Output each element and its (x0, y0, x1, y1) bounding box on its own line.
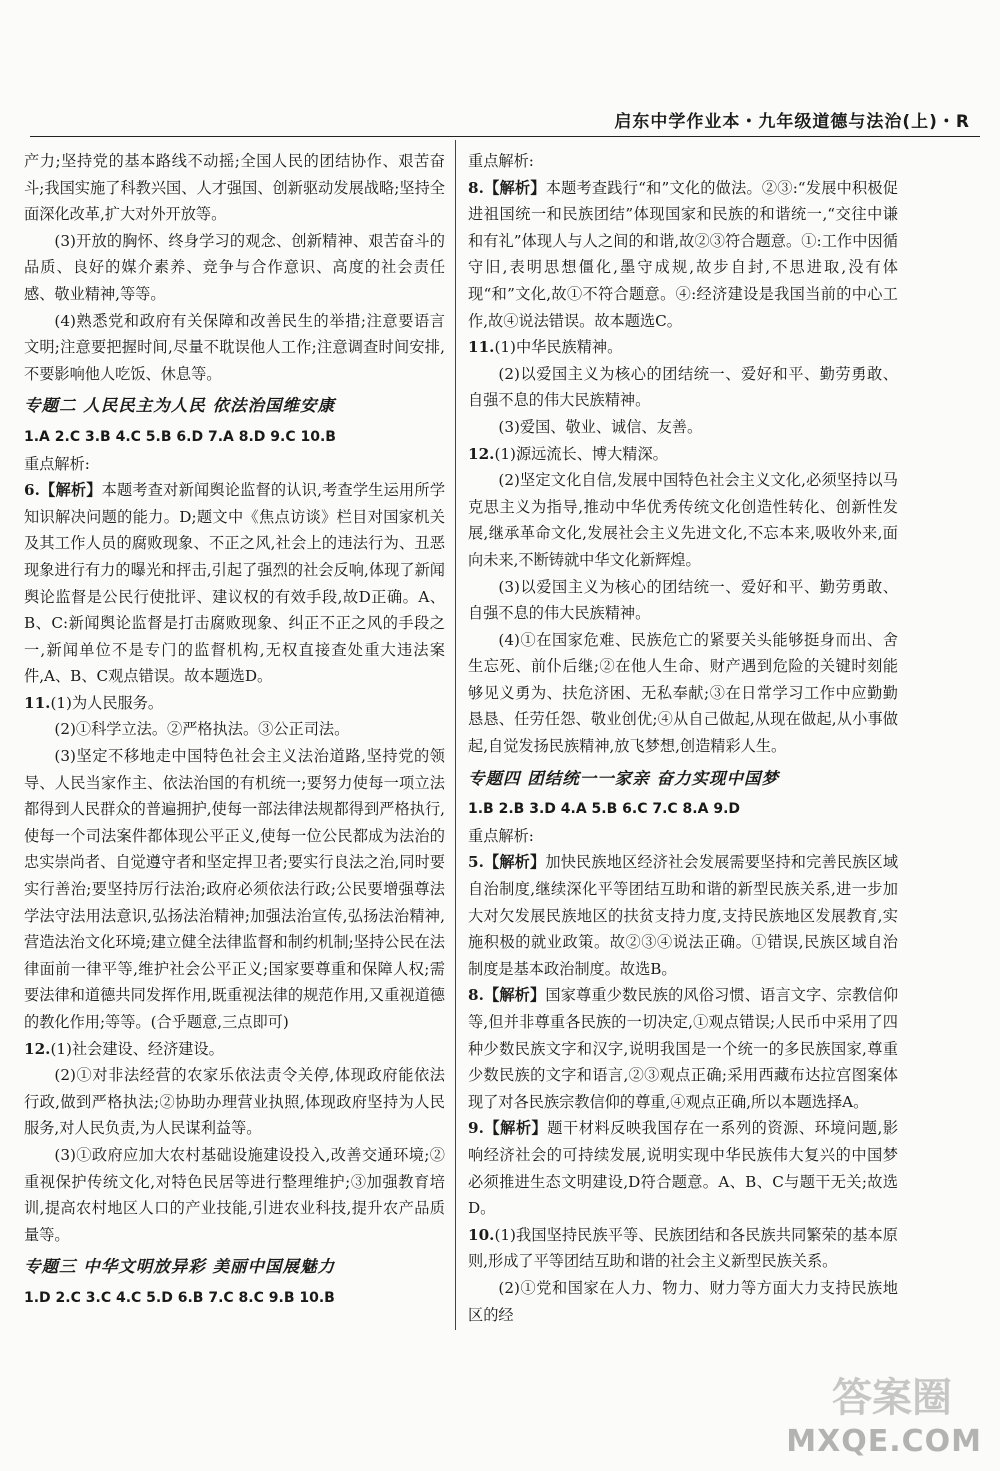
analysis-tag: 【解析】 (39, 481, 102, 500)
answer-text: (3)爱国、敬业、诚信、友善。 (498, 417, 703, 436)
answer-text: (4)①在国家危难、民族危亡的紧要关头能够挺身而出、舍生忘死、前仆后继;②在他人生命、财产遇到危险的关键时刻能够见义勇为、扶危济困、无私奉献;③在日常学习工作中应勤勤恳恳、任劳任怨、敬业创优;④从自己做起,从现在做起,从小事做起,自觉发扬民族精神,放飞梦想,创造精彩人生。 (468, 630, 898, 756)
analysis-text: 加快民族地区经济社会发展需要坚持和完善民族区域自治制度,继续深化平等团结互助和谐的新型民族关系,进一步加大对欠发展民族地区的扶贫支持力度,支持民族地区发展教育,实施积极的就业政策。故②③④说法正确。①错误,民族区域自治制度是基本政治制度。故选B。 (468, 853, 898, 978)
answer-key: 1.D 2.C 3.C 4.C 5.D 6.B 7.C 8.C 9.B 10.B (24, 1289, 335, 1306)
question-number: 6. (24, 481, 40, 500)
question-number: 9. (468, 1119, 484, 1138)
question-number: 11. (24, 693, 51, 712)
question-answer (24, 690, 445, 717)
answer-text: (2)坚定文化自信,发展中国特色社会主义文化,必须坚持以马克思主义为指导,推动中华优秀传统文化创造性转化、创新性发展,继承革命文化,发展社会主义先进文化,不忘本来,吸收外来,面向未来,不断铸就中华文化新辉煌。 (468, 471, 898, 569)
key-analysis-label: 重点解析: (468, 826, 534, 845)
analysis-text: 本题考查践行“和”文化的做法。②③:“发展中积极促进祖国统一和民族团结”体现国家和民族的和谐统一,“交往中谦和有礼”体现人与人之间的和谐,故②③符合题意。①:工作中因循守旧,表明思想僵化,墨守成规,故步自封,不思进取,没有体现“和”文化,故①不符合题意。④:经济建设是我国当前的中心工作,故④说法错误。故本题选C。 (468, 178, 898, 330)
section-heading: 专题二 人民民主为人民 依法治国维安康 (24, 396, 335, 416)
watermark-site: MXQE.COM (786, 1424, 982, 1459)
question-number: 12. (468, 444, 495, 463)
answer-key: 1.B 2.B 3.D 4.A 5.B 6.C 7.C 8.A 9.D (468, 801, 741, 818)
question-number: 8. (468, 178, 484, 197)
question-number: 10. (468, 1225, 495, 1244)
section-heading: 专题四 团结统一一家亲 奋力实现中国梦 (468, 768, 779, 788)
question-analysis (468, 1115, 898, 1221)
analysis-tag: 【解析】 (483, 178, 546, 197)
question-answer (24, 1036, 445, 1063)
answer-text: (1)中华民族精神。 (494, 338, 623, 357)
question-answer (468, 441, 898, 468)
question-analysis (24, 477, 445, 690)
question-number: 12. (24, 1039, 51, 1058)
answer-key: 1.A 2.C 3.B 4.C 5.B 6.D 7.A 8.D 9.C 10.B (24, 428, 336, 445)
analysis-text: 本题考查对新闻舆论监督的认识,考查学生运用所学知识解决问题的能力。D;题文中《焦点访谈》栏目对国家机关及其工作人员的腐败现象、不正之风,社会上的违法行为、丑恶现象进行有力的曝光和抨击,引起了强烈的社会反响,体现了新闻舆论监督是公民行使批评、建议权的有效手段,故D正确。A、B、C:新闻舆论监督是打击腐败现象、纠正不正之风的手段之一,新闻单位不是专门的监督机构,无权直接查处重大违法案件,A、B、C观点错误。故本题选D。 (24, 481, 445, 686)
question-number: 11. (468, 338, 495, 357)
paragraph: (3)开放的胸怀、终身学习的观念、创新精神、艰苦奋斗的品质、良好的媒介素养、竞争与合作意识、高度的社会责任感、敬业精神,等等。 (24, 231, 445, 303)
answer-text: (3)①政府应加大农村基础设施建设投入,改善交通环境;②重视保护传统文化,对特色民居等进行整理维护;③加强教育培训,提高农村地区人口的产业技能,引进农业科技,提升农产品质量等。 (24, 1145, 445, 1244)
answer-text: (2)①党和国家在人力、物力、财力等方面大力支持民族地区的经 (468, 1278, 898, 1324)
answer-text: (1)为人民服务。 (50, 693, 164, 712)
question-analysis (468, 849, 898, 982)
header-title: 启东中学作业本・九年级道德与法治(上)・R (614, 112, 970, 132)
analysis-text: 国家尊重少数民族的风俗习惯、语言文字、宗教信仰等,但并非尊重各民族的一切决定,①观点错误;人民币中采用了四种少数民族文字和汉字,说明我国是一个统一的多民族国家,尊重少数民族的文字和语言,②③观点正确;采用西藏布达拉宫图案体现了对各民族宗教信仰的尊重,④观点正确,所以本题选择A。 (468, 986, 898, 1111)
answer-text: (3)坚定不移地走中国特色社会主义法治道路,坚持党的领导、人民当家作主、依法治国的有机统一;要努力使每一项立法都得到人民群众的普遍拥护,使每一部法律法规都得到严格执行,使每一个司法案件都体现公平正义,使每一位公民都成为法治的忠实崇尚者、自觉遵守者和坚定捍卫者;要实行良法之治,同时要实行善治;要坚持厉行法治;政府必须依法行政;公民要增强尊法学法守法用法意识,弘扬法治精神;加强法治宣传,弘扬法治精神,营造法治文化环境;建立健全法律监督和制约机制;坚持公民在法律面前一律平等,维护社会公平正义;国家要尊重和保障人权;需要法律和道德共同发挥作用,既重视法律的规范作用,又重视道德的教化作用;等等。(合乎题意,三点即可) (24, 747, 445, 1031)
answer-text: (1)我国坚持民族平等、民族团结和各民族共同繁荣的基本原则,形成了平等团结互助和谐的社会主义新型民族关系。 (468, 1225, 898, 1271)
answer-text: (2)①对非法经营的农家乐依法责令关停,体现政府能依法行政,做到严格执法;②协助办理营业执照,体现政府坚持为人民服务,对人民负责,为人民谋利益等。 (24, 1066, 445, 1138)
column-divider (455, 140, 456, 1330)
watermark-logo: 答案圈 (832, 1375, 952, 1421)
key-analysis-label: 重点解析: (468, 152, 534, 170)
answer-text: (2)①科学立法。②严格执法。③公正司法。 (54, 720, 350, 739)
question-number: 8. (468, 986, 484, 1005)
key-analysis-label: 重点解析: (24, 454, 90, 473)
question-answer (468, 1222, 898, 1275)
analysis-tag: 【解析】 (483, 986, 546, 1005)
section-heading: 专题三 中华文明放异彩 美丽中国展魅力 (24, 1257, 335, 1277)
analysis-text: 题干材料反映我国存在一系列的资源、环境问题,影响经济社会的可持续发展,说明实现中华民族伟大复兴的中国梦必须推进生态文明建设,D符合题意。A、B、C与题干无关;故选D。 (468, 1119, 898, 1218)
question-analysis (468, 175, 898, 335)
question-number: 5. (468, 853, 484, 872)
question-analysis (468, 982, 898, 1115)
answer-text: (3)以爱国主义为核心的团结统一、爱好和平、勤劳勇敢、自强不息的伟大民族精神。 (468, 577, 898, 623)
paragraph: (4)熟悉党和政府有关保障和改善民生的举措;注意要语言文明;注意要把握时间,尽量不耽误他人工作;注意调查时间安排,不要影响他人吃饭、休息等。 (24, 311, 445, 383)
left-column (24, 148, 445, 1312)
answer-text: (1)社会建设、经济建设。 (50, 1039, 224, 1058)
page-header (30, 108, 980, 137)
watermark (782, 1359, 982, 1459)
analysis-tag: 【解析】 (483, 853, 546, 872)
answer-text: (2)以爱国主义为核心的团结统一、爱好和平、勤劳勇敢、自强不息的伟大民族精神。 (468, 364, 898, 410)
right-column (468, 148, 898, 1328)
analysis-tag: 【解析】 (483, 1119, 548, 1138)
paragraph: 产力;坚持党的基本路线不动摇;全国人民的团结协作、艰苦奋斗;我国实施了科教兴国、人才强国、创新驱动发展战略;坚持全面深化改革,扩大对外开放等。 (24, 152, 445, 224)
answer-text: (1)源远流长、博大精深。 (494, 444, 668, 463)
question-answer (468, 334, 898, 361)
